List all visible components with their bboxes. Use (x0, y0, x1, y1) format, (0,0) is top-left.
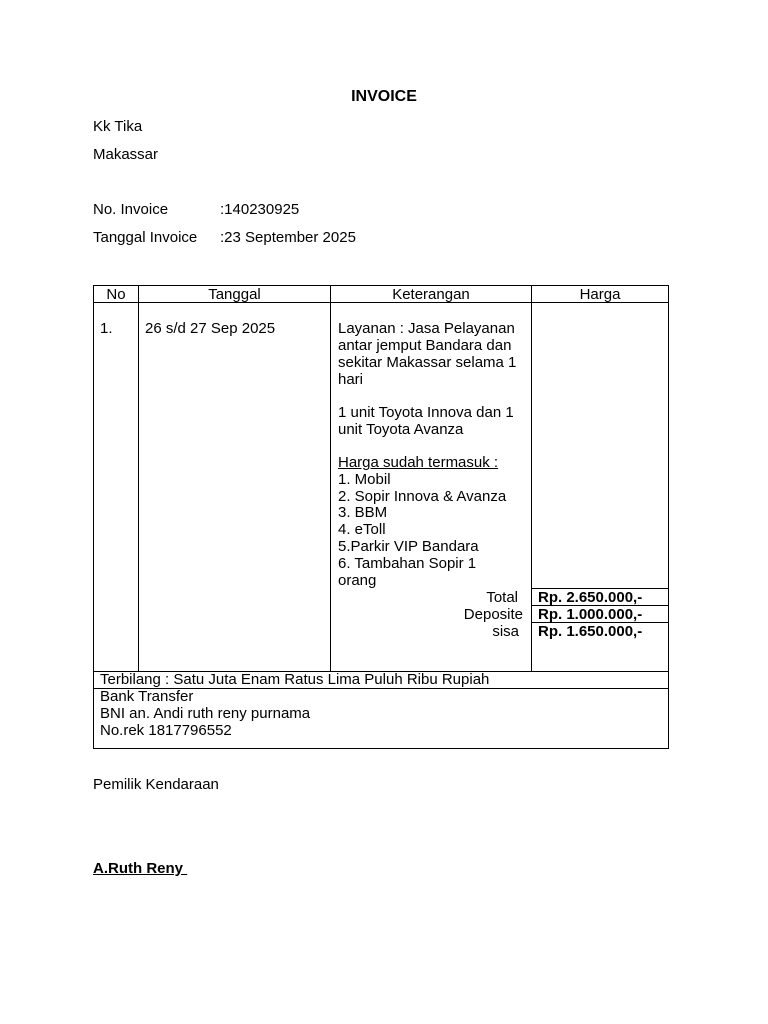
include-item: 4. eToll (338, 521, 386, 538)
includes-heading: Harga sudah termasuk : (338, 454, 499, 471)
bank-line: Bank Transfer (100, 688, 194, 705)
desc-line: sekitar Makassar selama 1 (338, 354, 517, 371)
header-no: No (106, 286, 126, 303)
row-date: 26 s/d 27 Sep 2025 (145, 320, 276, 337)
include-item: 3. BBM (338, 504, 388, 521)
deposit-label: Deposite (463, 606, 523, 623)
recipient-name: Kk Tika (93, 118, 143, 135)
desc-line: Layanan : Jasa Pelayanan (338, 320, 515, 337)
owner-label: Pemilik Kendaraan (93, 776, 219, 793)
amount-in-words: Terbilang : Satu Juta Enam Ratus Lima Puluh Ribu Rupiah (100, 671, 490, 688)
total-label: Total (486, 589, 518, 606)
header-harga: Harga (579, 286, 621, 303)
bank-account-number: No.rek 1817796552 (100, 722, 232, 739)
include-item: 1. Mobil (338, 471, 391, 488)
desc-line: 1 unit Toyota Innova dan 1 (338, 404, 514, 421)
signature-name: A.Ruth Reny (93, 860, 188, 877)
desc-line: antar jemput Bandara dan (338, 337, 512, 354)
header-keterangan: Keterangan (392, 286, 470, 303)
invoice-date-label: Tanggal Invoice (93, 229, 198, 246)
invoice-title: INVOICE (351, 88, 417, 105)
invoice-number-value: :140230925 (220, 201, 300, 218)
include-item: orang (338, 572, 377, 589)
invoice-number-label: No. Invoice (93, 201, 169, 218)
row-number: 1. (100, 320, 113, 337)
recipient-city: Makassar (93, 146, 159, 163)
balance-value: Rp. 1.650.000,- (538, 623, 643, 640)
balance-label: sisa (492, 623, 519, 640)
total-value: Rp. 2.650.000,- (538, 589, 643, 606)
include-item: 5.Parkir VIP Bandara (338, 538, 479, 555)
bank-line: BNI an. Andi ruth reny purnama (100, 705, 311, 722)
deposit-value: Rp. 1.000.000,- (538, 606, 643, 623)
desc-line: hari (338, 371, 364, 388)
invoice-date-value: :23 September 2025 (220, 229, 356, 246)
include-item: 6. Tambahan Sopir 1 (338, 555, 477, 572)
header-tanggal: Tanggal (208, 286, 261, 303)
desc-line: unit Toyota Avanza (338, 421, 464, 438)
include-item: 2. Sopir Innova & Avanza (338, 488, 507, 505)
